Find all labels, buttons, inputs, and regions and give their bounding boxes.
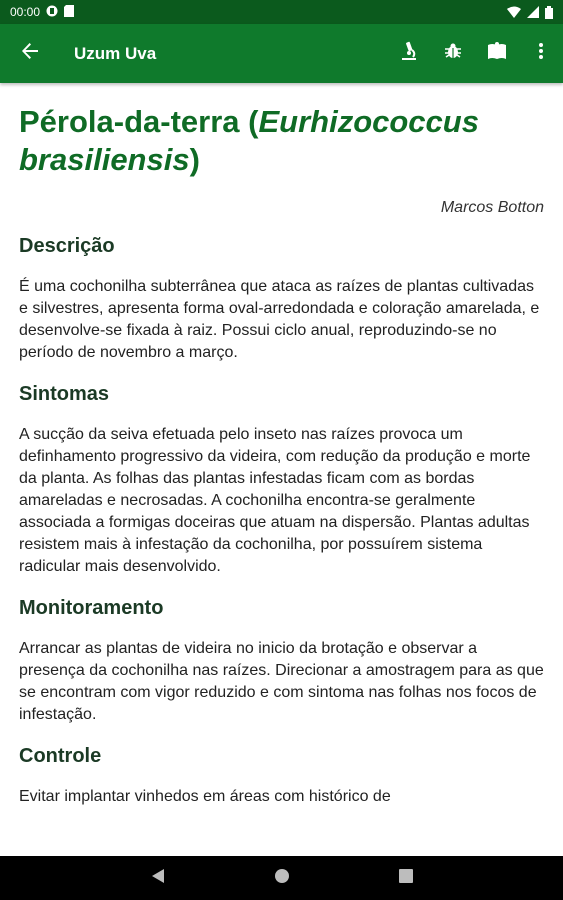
app-bar — [0, 24, 563, 83]
nav-home-icon — [274, 868, 290, 889]
section-heading-sintomas: Sintomas — [19, 383, 110, 405]
section-heading-descricao: Descrição — [19, 235, 115, 257]
article-content[interactable] — [0, 83, 563, 856]
battery-icon — [545, 6, 553, 19]
title-common-name: Pérola-da-terra ( — [19, 104, 259, 139]
wifi-icon — [507, 6, 521, 18]
navigation-bar — [0, 856, 563, 900]
app-title: Uzum Uva — [74, 43, 157, 63]
book-button[interactable] — [475, 24, 519, 83]
title-scientific-name: Eurhizococcus brasiliensis — [19, 104, 479, 177]
arrow-back-icon — [21, 42, 39, 65]
section-text-sintomas: A sucção da seiva efetuada pelo inseto nas raízes provoca um definhamento progressivo da videira, com redução da produção e morte da planta. As folhas das plantas infestadas ficam com as bordas amareladas e necrosadas. A cochonilha encontra-se geralmente associada a formigas doceiras que atuam na dispersão. Plantas adultas resistem mais à infestação da cochonilha, por possuírem sistema radicular mais desenvolvido. — [19, 426, 531, 575]
section-text-descricao: É uma cochonilha subterrânea que ataca as raízes de plantas cultivadas e silvestres, apresenta forma oval-arredondada e coloração amarelada, e desenvolve-se fixada à raiz. Possui ciclo anual, reproduzindo-se no período de novembro a março. — [19, 278, 540, 361]
nav-back-button[interactable] — [144, 864, 172, 892]
status-right — [507, 6, 553, 19]
author: Marcos Botton — [440, 199, 544, 216]
nav-back-icon — [151, 868, 165, 889]
microscope-icon — [400, 41, 418, 66]
section-heading-monitoramento: Monitoramento — [19, 597, 164, 619]
nav-recents-button[interactable] — [392, 864, 420, 892]
sd-card-icon — [64, 5, 74, 20]
bug-icon — [444, 42, 462, 65]
book-icon — [487, 42, 507, 65]
nav-home-button[interactable] — [268, 864, 296, 892]
status-left — [10, 5, 74, 20]
section-heading-controle: Controle — [19, 745, 102, 767]
more-vert-icon — [539, 43, 543, 64]
nav-recents-icon — [399, 869, 413, 888]
page-title — [19, 103, 544, 179]
bug-button[interactable] — [431, 24, 475, 83]
back-button[interactable] — [0, 24, 60, 83]
app-notification-icon — [46, 5, 58, 20]
section-text-monitoramento: Arrancar as plantas de videira no inicio da brotação e observar a presença da cochonilha nas raízes. Direcionar a amostragem para as que se encontram com vigor reduzido e com sintoma nas folhas nos focos de infestação. — [19, 640, 544, 723]
title-close: ) — [189, 142, 200, 177]
signal-icon — [527, 6, 539, 18]
status-time: 00:00 — [10, 5, 41, 19]
microscope-button[interactable] — [387, 24, 431, 83]
status-bar — [0, 0, 563, 24]
section-text-controle: Evitar implantar vinhedos em áreas com histórico de — [19, 788, 391, 805]
overflow-menu-button[interactable] — [519, 24, 563, 83]
